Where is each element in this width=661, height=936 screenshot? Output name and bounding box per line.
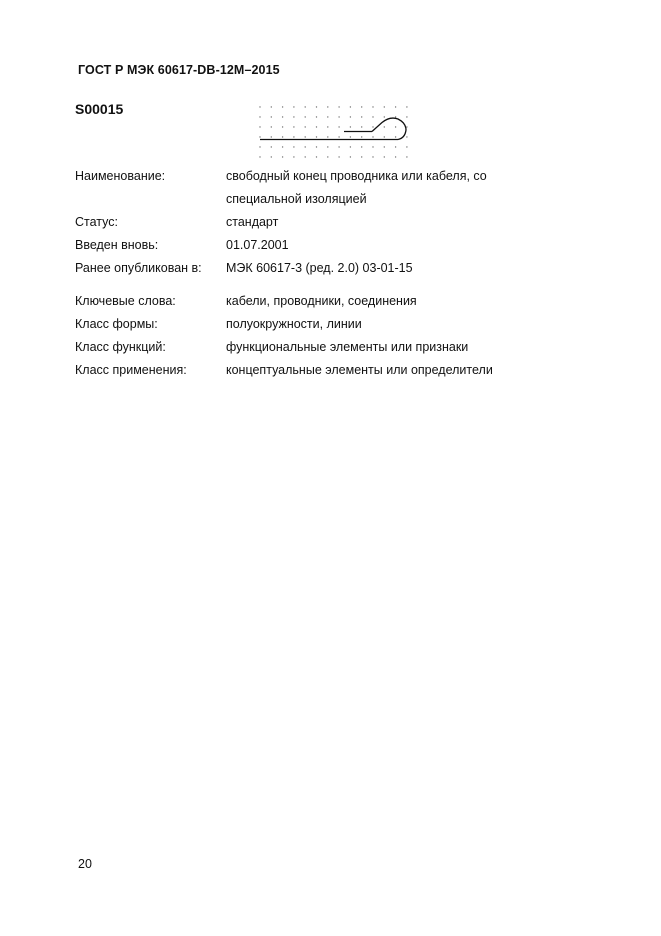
grid-dot [361, 156, 362, 157]
grid-dot [293, 126, 294, 127]
grid-dot [406, 136, 407, 137]
grid-dot [350, 156, 351, 157]
field-label: Статус: [75, 215, 118, 229]
grid-dot [305, 126, 306, 127]
document-header: ГОСТ Р МЭК 60617-DB-12M–2015 [78, 63, 280, 77]
grid-dot [293, 156, 294, 157]
grid-dot [372, 106, 373, 107]
grid-dot [372, 126, 373, 127]
field-label: Наименование: [75, 169, 166, 183]
grid-dot [305, 136, 306, 137]
grid-dot [361, 116, 362, 117]
grid-dot [293, 116, 294, 117]
grid-dot [372, 156, 373, 157]
grid-dot [259, 156, 260, 157]
grid-dot [350, 146, 351, 147]
grid-dot [350, 126, 351, 127]
grid-dot [384, 126, 385, 127]
grid-dot [338, 136, 339, 137]
grid-dot [372, 136, 373, 137]
grid-dot [305, 156, 306, 157]
grid-dot [338, 126, 339, 127]
grid-dot [305, 116, 306, 117]
grid-dot [338, 146, 339, 147]
conductor-end-symbol [260, 118, 406, 139]
field-label: Класс применения: [75, 363, 187, 377]
field-value: функциональные элементы или признаки [226, 340, 469, 354]
field-value: концептуальные элементы или определители [226, 363, 493, 377]
field-value: полуокружности, линии [226, 317, 362, 331]
grid-dot [282, 136, 283, 137]
grid-dot [338, 106, 339, 107]
grid-dot [350, 136, 351, 137]
field-label: Ключевые слова: [75, 294, 176, 308]
grid-dot [293, 146, 294, 147]
grid-dot [384, 156, 385, 157]
grid-dot [316, 146, 317, 147]
field-value: 01.07.2001 [226, 238, 289, 252]
grid-dot [282, 116, 283, 117]
grid-dot [327, 146, 328, 147]
grid-dot [406, 106, 407, 107]
field-label: Введен вновь: [75, 238, 159, 252]
insulation-curve [372, 118, 406, 139]
symbol-id: S00015 [75, 101, 124, 117]
grid-dot [316, 106, 317, 107]
grid-dot [406, 156, 407, 157]
field-label: Класс функций: [75, 340, 166, 354]
grid-dot [350, 106, 351, 107]
grid-dot [395, 146, 396, 147]
grid-dot [395, 106, 396, 107]
field-label: Класс формы: [75, 317, 158, 331]
grid-dot [271, 106, 272, 107]
field-value: свободный конец проводника или кабеля, со специальной изоляцией [226, 169, 487, 206]
grid-dot [271, 126, 272, 127]
grid-dot [316, 126, 317, 127]
grid-dot [259, 106, 260, 107]
grid-dot [271, 146, 272, 147]
grid-dot [406, 146, 407, 147]
grid-dot [338, 116, 339, 117]
grid-dot [395, 126, 396, 127]
grid-dot [327, 116, 328, 117]
grid-dot [271, 156, 272, 157]
grid-dot [316, 116, 317, 117]
grid-dot [350, 116, 351, 117]
field-label: Ранее опубликован в: [75, 261, 202, 275]
grid-dot [282, 126, 283, 127]
grid-dot [259, 146, 260, 147]
grid-dot [361, 146, 362, 147]
field-value: кабели, проводники, соединения [226, 294, 417, 308]
grid-dot [395, 116, 396, 117]
grid-dot [259, 116, 260, 117]
grid-dot [259, 136, 260, 137]
grid-dot [395, 156, 396, 157]
grid-dot [282, 156, 283, 157]
grid-dot [361, 136, 362, 137]
grid-dot [271, 116, 272, 117]
grid-dot [327, 156, 328, 157]
grid-dot [327, 136, 328, 137]
grid-dot [406, 126, 407, 127]
grid-dot [316, 156, 317, 157]
grid-dot [406, 116, 407, 117]
grid-dot [271, 136, 272, 137]
page-number: 20 [78, 857, 92, 871]
grid-dot [372, 146, 373, 147]
grid-dot [282, 146, 283, 147]
grid-dot [305, 146, 306, 147]
field-value: стандарт [226, 215, 279, 229]
grid-dot [384, 116, 385, 117]
grid-dot [293, 106, 294, 107]
grid-dot [293, 136, 294, 137]
grid-dot [361, 126, 362, 127]
grid-dot [259, 126, 260, 127]
grid-dot [384, 136, 385, 137]
grid-dot [361, 106, 362, 107]
grid-dot [338, 156, 339, 157]
grid-dot [282, 106, 283, 107]
grid-dot [372, 116, 373, 117]
grid-dot [395, 136, 396, 137]
grid-dots [259, 106, 407, 157]
grid-dot [384, 146, 385, 147]
grid-dot [327, 126, 328, 127]
grid-dot [316, 136, 317, 137]
grid-dot [305, 106, 306, 107]
grid-dot [327, 106, 328, 107]
symbol-figure [256, 103, 420, 159]
field-value: МЭК 60617-3 (ред. 2.0) 03-01-15 [226, 261, 413, 275]
grid-dot [384, 106, 385, 107]
